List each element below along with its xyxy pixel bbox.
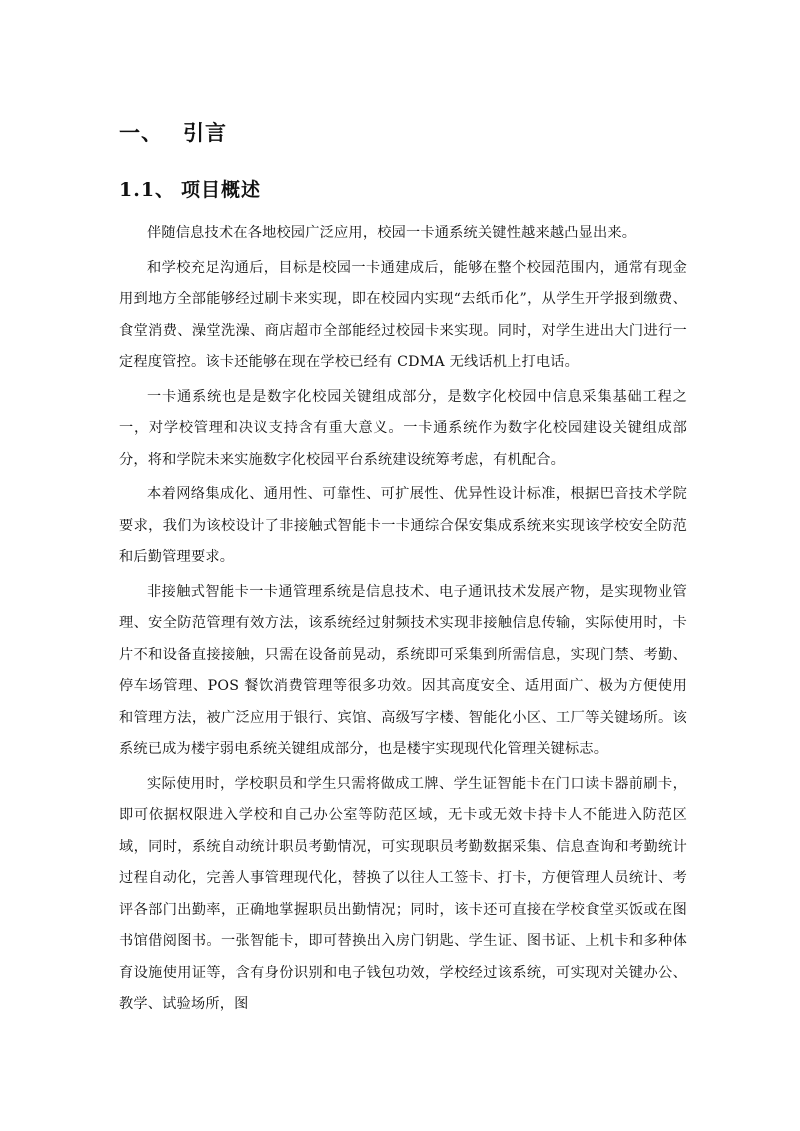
section-number: 一、 — [119, 120, 163, 145]
page-content — [119, 118, 687, 1024]
subsection-heading — [119, 176, 687, 204]
paragraph: 伴随信息技术在各地校园广泛应用，校园一卡通系统关键性越来越凸显出来。 — [147, 225, 637, 241]
paragraph: 和学校充足沟通后，目标是校园一卡通建成后，能够在整个校园范围内，通常有现金用到地方全部能够经过刷卡来实现，即在校园内实现“去纸币化”，从学生开学报到缴费、食堂消费、澡堂洗澡、商店超市全部能经过校园卡来实现。同时，对学生进出大门进行一定程度管控。该卡还能够在现在学校已经有 CDMA 无线话机上打电话。 — [119, 259, 687, 370]
subsection-number: 1.1、 — [119, 179, 176, 201]
section-title: 引言 — [183, 120, 227, 145]
paragraph: 实际使用时，学校职员和学生只需将做成工牌、学生证智能卡在门口读卡器前刷卡，即可依据权限进入学校和自己办公室等防范区域，无卡或无效卡持卡人不能进入防范区域，同时，系统自动统计职员考勤情况，可实现职员考勤数据采集、信息查询和考勤统计过程自动化，完善人事管理现代化，替换了以往人工签卡、打卡，方便管理人员统计、考评各部门出勤率，正确地掌握职员出勤情况；同时，该卡还可直接在学校食堂买饭或在图书馆借阅图书。一张智能卡，即可替换出入房门钥匙、学生证、图书证、上机卡和多种体育设施使用证等，含有身份识别和电子钱包功效，学校经过该系统，可实现对关键办公、教学、试验场所，图 — [119, 775, 687, 1012]
body-text — [119, 218, 687, 1021]
paragraph: 本着网络集成化、通用性、可靠性、可扩展性、优异性设计标准，根据巴音技术学院要求，我们为该校设计了非接触式智能卡一卡通综合保安集成系统来实现该学校安全防范和后勤管理要求。 — [119, 486, 687, 565]
subsection-title: 项目概述 — [181, 179, 262, 201]
section-heading — [119, 118, 687, 148]
paragraph: 一卡通系统也是是数字化校园关键组成部分，是数字化校园中信息采集基础工程之一，对学校管理和决议支持含有重大意义。一卡通系统作为数字化校园建设关键组成部分，将和学院未来实施数字化校园平台系统建设统筹考虑，有机配合。 — [119, 388, 687, 468]
paragraph: 非接触式智能卡一卡通管理系统是信息技术、电子通讯技术发展产物，是实现物业管理、安全防范管理有效方法，该系统经过射频技术实现非接触信息传输，实际使用时，卡片不和设备直接接触，只需在设备前晃动，系统即可采集到所需信息，实现门禁、考勤、停车场管理、POS 餐饮消费管理等很多功效。因其高度安全、适用面广、极为方便使用和管理方法，被广泛应用于银行、宾馆、高级写字楼、智能化小区、工厂等关键场所。该系统已成为楼宇弱电系统关键组成部分，也是楼宇实现现代化管理关键标志。 — [119, 583, 687, 757]
